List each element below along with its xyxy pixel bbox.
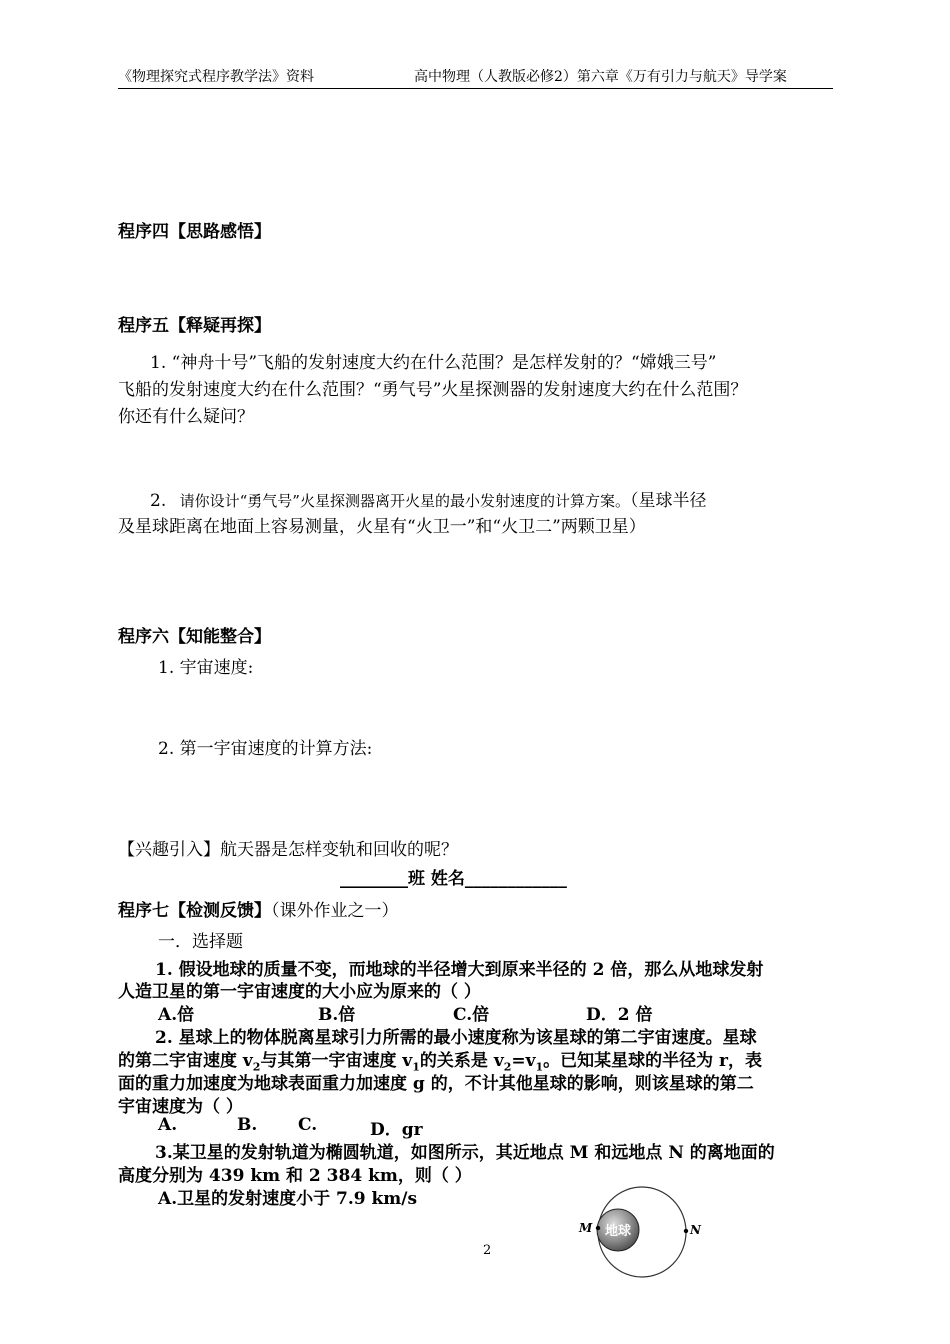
s5-q1-line3: 你还有什么疑问？ xyxy=(118,407,254,427)
s7-q2-option-b: B. xyxy=(237,1115,258,1135)
s7-q2-line3: 面的重力加速度为地球表面重力加速度 g 的，不计其他星球的影响，则该星球的第二 xyxy=(118,1074,754,1094)
perigee-point xyxy=(596,1226,600,1230)
s6-item2: 2. 第一宇宙速度的计算方法: xyxy=(158,739,373,759)
s5-q2-text: 请你设计“勇气号”火星探测器离开火星的最小发射速度的计算方案。 xyxy=(179,492,630,510)
section5-title: 程序五【释疑再探】 xyxy=(118,316,271,336)
header-left-text: 《物理探究式程序教学法》资料 xyxy=(118,69,314,85)
s7-q3-option-a: A.卫星的发射速度小于 7.9 km/s xyxy=(158,1189,418,1209)
s6-item1: 1. 宇宙速度: xyxy=(158,658,254,678)
s5-q1-line2: 飞船的发射速度大约在什么范围？“勇气号”火星探测器的发射速度大约在什么范围？ xyxy=(118,380,748,400)
s7-q1-line2: 人造卫星的第一宇宙速度的大小应为原来的（ ） xyxy=(118,982,481,1002)
section6-title: 程序六【知能整合】 xyxy=(118,627,271,647)
page-header xyxy=(118,66,833,89)
class-name-line: ________班 姓名____________ xyxy=(340,869,567,889)
s7-q3-line1: 3.某卫星的发射轨道为椭圆轨道，如图所示，其近地点 M 和远地点 N 的离地面的 xyxy=(155,1143,775,1163)
s7-q1-line1: 1. 假设地球的质量不变，而地球的半径增大到原来半径的 2 倍，那么从地球发射 xyxy=(155,960,764,980)
s7-part1: 一．选择题 xyxy=(158,932,243,952)
s7-q1-option-b: B.倍 xyxy=(318,1005,356,1025)
s7-q1-option-c: C.倍 xyxy=(453,1005,490,1025)
orbit-diagram xyxy=(566,1178,706,1290)
s5-q2-text-tail: （星球半径 xyxy=(629,491,707,511)
s5-q2-line1 xyxy=(150,486,706,511)
section7-subtitle: （课外作业之一） xyxy=(271,901,399,921)
s5-q2-line2: 及星球距离在地面上容易测量，火星有“火卫一”和“火卫二”两颗卫星） xyxy=(118,517,646,537)
s7-q2-line1: 2. 星球上的物体脱离星球引力所需的最小速度称为该星球的第二宇宙速度。星球 xyxy=(155,1028,757,1048)
apogee-point xyxy=(684,1229,688,1233)
section7-title: 程序七【检测反馈】 xyxy=(118,901,271,921)
section4-title: 程序四【思路感悟】 xyxy=(118,222,271,242)
s7-q2-line2: 的第二宇宙速度 $v_2$与其第一宇宙速度 $v_1$的关系是 $v_2=v_1$。已知某星球的半径为 r，表 xyxy=(118,1051,763,1074)
s7-q3-line2: 高度分别为 439 km 和 2 384 km，则（ ） xyxy=(118,1166,472,1186)
header-right-text: 高中物理（人教版必修2）第六章《万有引力与航天》导学案 xyxy=(414,69,787,85)
earth-label: 地球 xyxy=(604,1224,632,1239)
s7-q2-option-d: D．gr xyxy=(370,1120,423,1140)
page-number: 2 xyxy=(483,1243,492,1258)
s7-q2-option-a: A. xyxy=(158,1115,178,1135)
s5-q1-line1: 1. “神舟十号”飞船的发射速度大约在什么范围？是怎样发射的？“嫦娥三号” xyxy=(150,353,717,373)
section7-header xyxy=(118,896,399,921)
s7-q2-option-c: C. xyxy=(298,1115,318,1135)
s7-q1-option-d: D．2 倍 xyxy=(586,1005,653,1025)
s7-q1-option-a: A.倍 xyxy=(158,1005,195,1025)
perigee-label: M xyxy=(579,1221,593,1235)
s7-q2-line4: 宇宙速度为（ ） xyxy=(118,1097,243,1117)
s5-q2-number: 2. xyxy=(150,491,167,511)
apogee-label: N xyxy=(690,1223,701,1237)
interest-intro: 【兴趣引入】航天器是怎样变轨和回收的呢？ xyxy=(118,840,458,860)
